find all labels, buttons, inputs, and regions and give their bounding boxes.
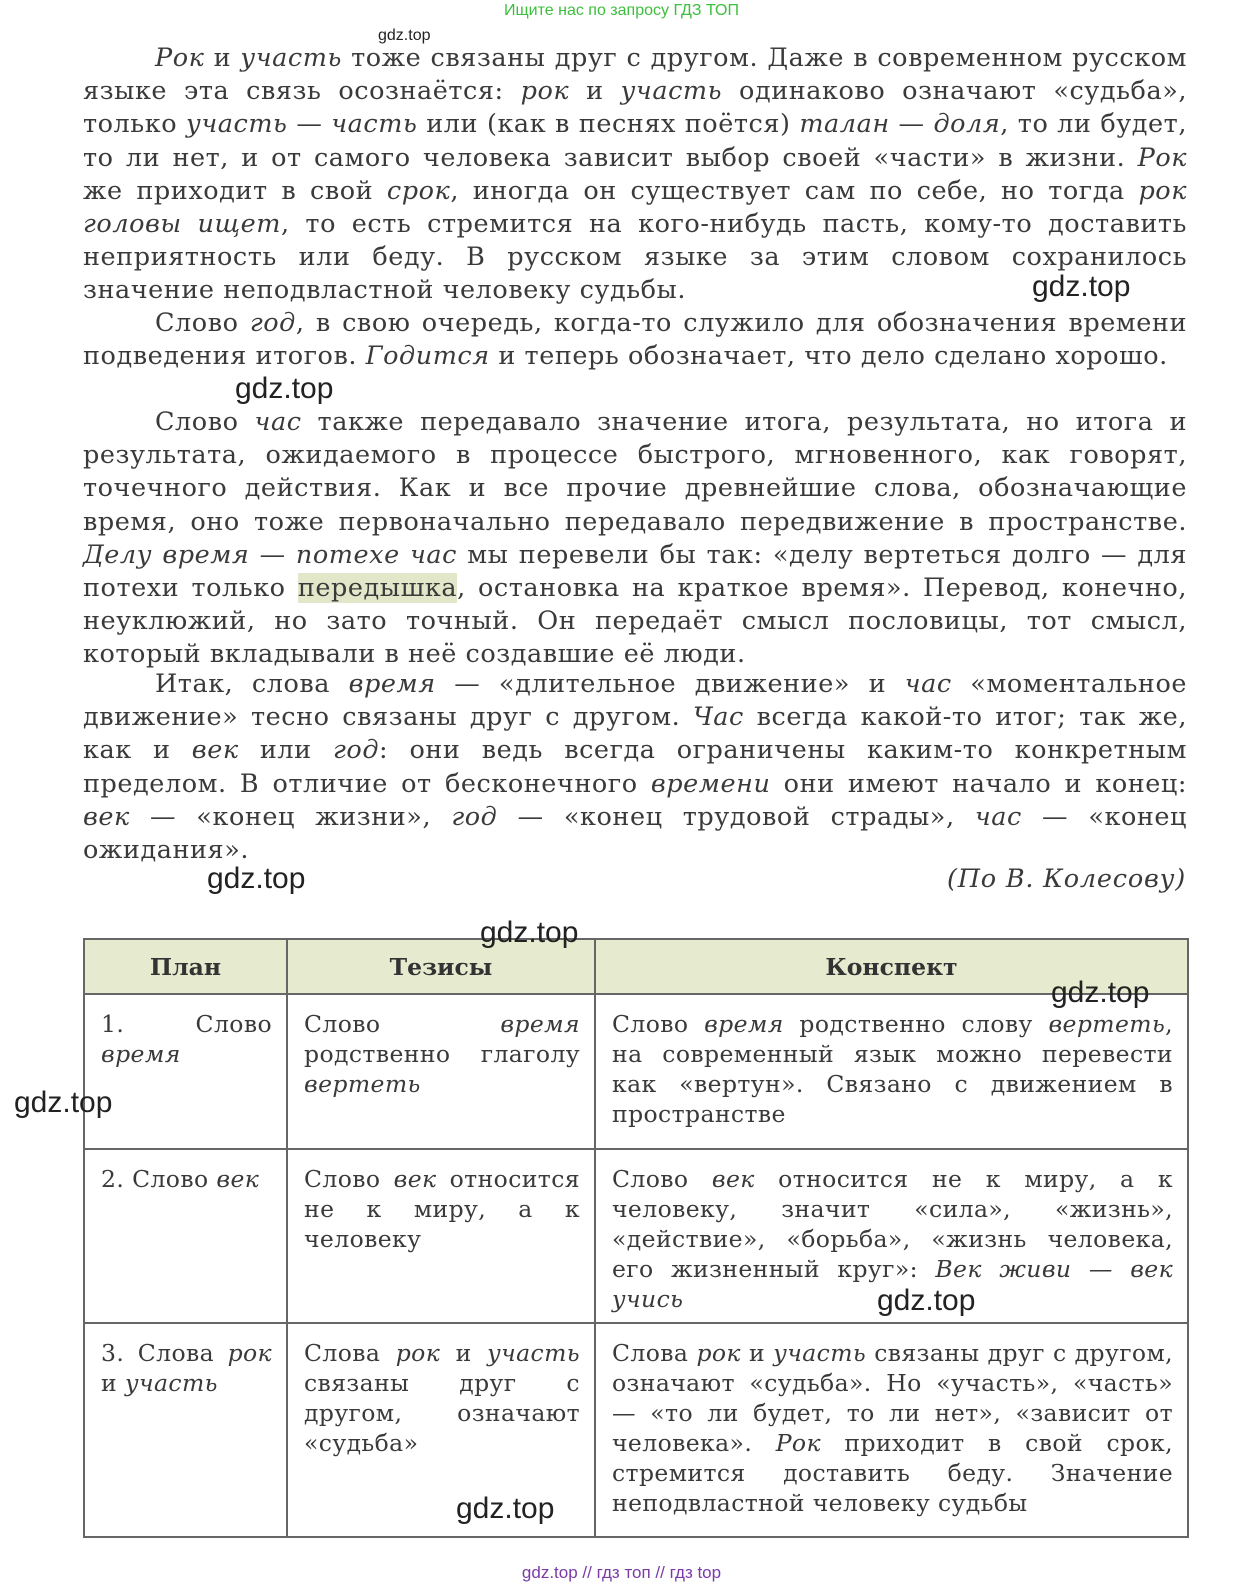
watermark: gdz.top xyxy=(207,862,306,895)
summary-cell: Слова рок и участь связаны друг с другом, означают «судьба». Но «участь», «часть» — «то ли будет, то ли нет», «зависит от человека». Рок приходит в свой срок, стремится доставить беду. Значение неподвластной человеку судьбы xyxy=(595,1323,1188,1537)
italic-term: час xyxy=(974,801,1022,832)
header-theses: Тезисы xyxy=(287,939,595,994)
paragraph-3-text: Слово час также передавало значение итога, результата, но итога и результата, ожидаемого в процессе быстрого, мгновенного, как говорят, точечного действия. Как и все прочие древнейшие слова, обозначающие время, оно тоже первоначально передавало передвижение в пространстве. Делу время — потехе час мы перевели бы так: «делу вертеться долго — для потехи только передышка, остановка на краткое время». Перевод, конечно, неуклюжий, но зато точный. Он передаёт смысл пословицы, тот смысл, который вкладывали в неё создавшие её люди. xyxy=(83,407,1187,670)
italic-term: век xyxy=(393,1165,437,1193)
italic-term: время xyxy=(101,1040,181,1068)
italic-term: век xyxy=(191,735,239,766)
italic-term: Рок xyxy=(1137,142,1187,173)
highlighted-word: передышка xyxy=(297,573,458,604)
watermark: gdz.top xyxy=(456,1492,555,1525)
summary-cell: Слово время родственно слову вертеть, на современный язык можно перевести как «вертун». Связано с движением в пространстве xyxy=(595,994,1188,1149)
watermark: gdz.top xyxy=(1051,976,1150,1009)
italic-term: Рок xyxy=(155,43,205,73)
italic-term: участь xyxy=(773,1339,867,1367)
paragraph-4 xyxy=(83,668,1187,867)
italic-term: рок головы ищет xyxy=(83,175,1187,240)
table-row xyxy=(84,994,1188,1149)
summary-cell: Слово век относится не к миру, а к человеку, значит «сила», «жизнь», «действие», «борьба», «жизнь человека, его жизненный круг»: Век живи — век учись xyxy=(595,1149,1188,1323)
italic-term: рок xyxy=(520,76,570,107)
italic-term: год xyxy=(332,735,380,766)
paragraph-4-text: Итак, слова время — «длительное движение» и час «моментальное движение» тесно связаны друг с другом. Час всегда какой-то итог; так же, как и век или год: они ведь всегда ограничены каким-то конкретным пределом. В отличие от бесконечного времени они имеют начало и конец: век — «конец жизни», год — «конец трудовой страды», час — «конец ожидания». xyxy=(83,669,1188,866)
watermark: gdz.top xyxy=(235,372,334,405)
plan-cell: 1. Слово время xyxy=(84,994,287,1149)
watermark: gdz.top xyxy=(1032,270,1131,303)
italic-term: рок xyxy=(227,1339,272,1367)
italic-term: час xyxy=(904,669,952,699)
italic-term: год xyxy=(451,801,498,832)
italic-term: время xyxy=(500,1010,580,1038)
italic-term: Век живи — век учись xyxy=(612,1255,1174,1313)
watermark: gdz.top xyxy=(480,916,579,949)
paragraph-1 xyxy=(83,42,1187,308)
italic-term: участь xyxy=(487,1339,580,1367)
italic-term: участь xyxy=(240,43,342,73)
italic-term: Час xyxy=(693,702,744,733)
table-row xyxy=(84,1149,1188,1323)
italic-term: час xyxy=(254,407,302,437)
attribution: (По В. Колесову) xyxy=(946,864,1186,894)
italic-term: талан xyxy=(799,109,890,140)
paragraph-1-text: Рок и участь тоже связаны друг с другом. Даже в современном русском языке эта связь осознаётся: рок и участь одинаково означают «судьба», только участь — часть или (как в песнях поётся) талан — доля, то ли будет, то ли нет, и от самого человека зависит выбор своей «части» в жизни. Рок же приходит в свой срок, иногда он существует сам по себе, но тогда рок головы ищет, то есть стремится на кого-нибудь пасть, кому-то доставить неприятность или беду. В русском языке за этим словом сохранилось значение неподвластной человеку судьбы. xyxy=(83,43,1188,306)
italic-term: рок xyxy=(696,1339,741,1367)
italic-term: участь xyxy=(124,1369,218,1397)
italic-term: век xyxy=(711,1165,755,1193)
theses-cell: Слово век относится не к миру, а к человеку xyxy=(287,1149,595,1323)
header-summary: Конспект xyxy=(595,939,1188,994)
plan-table xyxy=(83,938,1189,1538)
italic-term: год xyxy=(249,308,296,338)
search-banner[interactable]: Ищите нас по запросу ГДЗ ТОП xyxy=(504,2,739,19)
italic-term: время xyxy=(348,669,436,699)
table-row xyxy=(84,1323,1188,1537)
watermark: gdz.top xyxy=(378,27,431,44)
theses-cell: Слово время родственно глаголу вертеть xyxy=(287,994,595,1149)
italic-term: Делу время — потехе час xyxy=(83,539,458,570)
table-header-row xyxy=(84,939,1188,994)
theses-cell: Слова рок и участь связаны друг с другом, означают «судьба» xyxy=(287,1323,595,1537)
plan-cell: 2. Слово век xyxy=(84,1149,287,1323)
paragraph-3 xyxy=(83,406,1187,672)
watermark: gdz.top xyxy=(877,1284,976,1317)
header-plan: План xyxy=(84,939,287,994)
italic-term: век xyxy=(216,1165,260,1193)
italic-term: участь xyxy=(185,109,288,140)
plan-cell: 3. Слова рок и участь xyxy=(84,1323,287,1537)
italic-term: часть xyxy=(331,109,418,140)
watermark: gdz.top xyxy=(14,1086,113,1119)
italic-term: вертеть xyxy=(304,1070,421,1098)
italic-term: доля xyxy=(933,109,1001,140)
italic-term: Годится xyxy=(365,341,490,372)
italic-term: Рок xyxy=(775,1429,821,1457)
paragraph-2 xyxy=(83,307,1187,373)
italic-term: срок xyxy=(386,175,451,206)
footer-links[interactable]: gdz.top // гдз топ // гдз top xyxy=(521,1563,722,1582)
italic-term: время xyxy=(704,1010,784,1038)
italic-term: времени xyxy=(650,768,771,799)
italic-term: рок xyxy=(395,1339,441,1367)
italic-term: вертеть xyxy=(1048,1010,1166,1038)
italic-term: век xyxy=(83,801,130,832)
paragraph-2-text: Слово год, в свою очередь, когда-то служило для обозначения времени подведения итогов. Годится и теперь обозначает, что дело сделано хорошо. xyxy=(83,308,1187,372)
italic-term: участь xyxy=(620,76,723,107)
